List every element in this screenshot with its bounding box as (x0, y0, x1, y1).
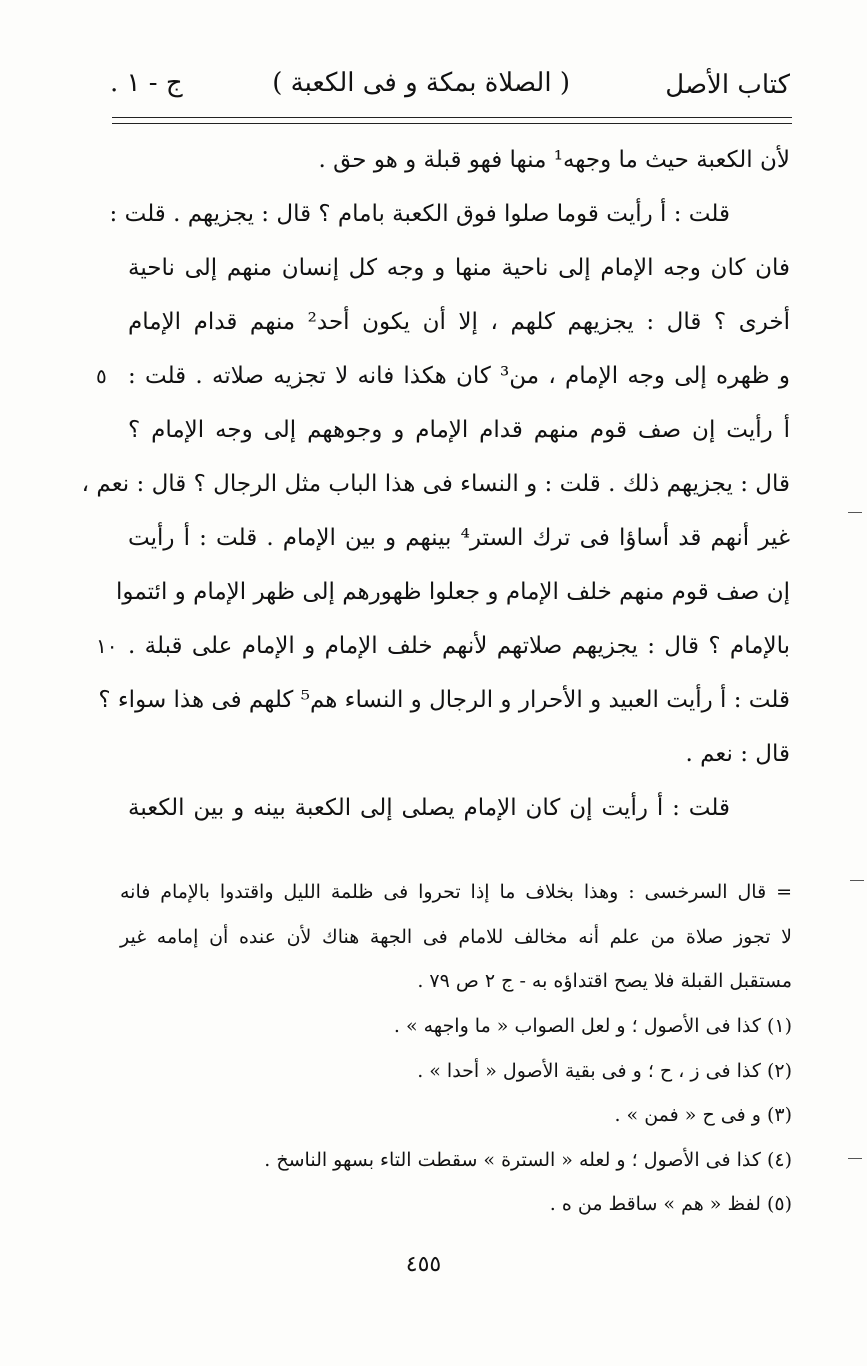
line-number: ٥ (96, 364, 107, 388)
footnote-text: لفظ « هم » ساقط من ه . (549, 1193, 761, 1216)
footnote (120, 1006, 792, 1051)
text-line-content: أ رأيت إن صف قوم منهم قدام الإمام و وجوههم إلى وجه الإمام ؟ (128, 417, 790, 443)
text-line-content: فان كان وجه الإمام إلى ناحية منها و وجه كل إنسان منهم إلى ناحية (128, 255, 790, 281)
footnote-marker: (٥) (766, 1193, 792, 1216)
text-line (81, 462, 790, 516)
text-line-content: قلت : أ رأيت العبيد و الأحرار و الرجال و النساء هم⁵ كلهم فى هذا سواء ؟ (98, 687, 790, 713)
footnote-continuation-line: لا تجوز صلاة من علم أنه مخالف للامام فى الجهة هناك لأن عنده أن إمامه غير (120, 925, 792, 948)
footnote (120, 1184, 792, 1229)
text-line (128, 408, 790, 462)
text-line-content: قلت : أ رأيت إن كان الإمام يصلى إلى الكعبة بينه و بين الكعبة (128, 795, 730, 821)
margin-mark (848, 512, 862, 513)
text-line-content: إن صف قوم منهم خلف الإمام و جعلوا ظهورهم إلى ظهر الإمام و ائتموا (116, 579, 790, 605)
page-number (0, 1252, 867, 1277)
footnote-text: و فى ح « فمن » . (614, 1104, 761, 1127)
footnote (120, 1140, 792, 1185)
header-rule-thin (112, 123, 792, 124)
text-line-content: بالإمام ؟ قال : يجزيهم صلاتهم لأنهم خلف الإمام و الإمام على قبلة . (128, 633, 790, 659)
text-line (128, 786, 790, 840)
text-line (116, 570, 790, 624)
footnote-text: كذا فى الأصول ؛ و لعله « السترة » سقطت التاء بسهو الناسخ . (264, 1148, 761, 1171)
book-title: كتاب الأصل (665, 70, 790, 100)
volume-number: ج - ١ . (110, 68, 183, 98)
text-line (96, 354, 791, 408)
footnote-marker: (٢) (766, 1059, 792, 1082)
text-line-content: غير أنهم قد أساؤا فى ترك الستر⁴ بينهم و بين الإمام . قلت : أ رأيت (128, 525, 790, 551)
margin-mark (850, 880, 864, 881)
text-line (98, 678, 790, 732)
main-text (81, 138, 791, 840)
footnote-continuation-line: = قال السرخسى : وهذا بخلاف ما إذا تحروا فى ظلمة الليل واقتدوا بالإمام فانه (120, 881, 792, 903)
header-rule (112, 117, 792, 118)
text-line (128, 138, 790, 192)
text-line (128, 300, 790, 354)
text-line-content: لأن الكعبة حيث ما وجهه¹ منها فهو قبلة و هو حق . (318, 147, 790, 173)
text-line-content: قال : نعم . (685, 741, 790, 767)
footnote-text: كذا فى الأصول ؛ و لعل الصواب « ما واجهه » . (393, 1015, 761, 1038)
footnote (120, 1051, 792, 1096)
footnote-text: كذا فى ز ، ح ؛ و فى بقية الأصول « أحدا » . (417, 1059, 761, 1082)
text-line (128, 516, 790, 570)
margin-mark (848, 1158, 862, 1159)
text-line-content: أخرى ؟ قال : يجزيهم كلهم ، إلا أن يكون أحد² منهم قدام الإمام (128, 309, 790, 335)
footnotes (120, 872, 792, 1229)
text-line (96, 624, 790, 678)
section-title: ( الصلاة بمكة و فى الكعبة ) (272, 68, 570, 98)
text-line-content: قلت : أ رأيت قوما صلوا فوق الكعبة بامام ؟ قال : يجزيهم . قلت : (109, 201, 730, 227)
text-line (128, 246, 790, 300)
footnote (120, 1095, 792, 1140)
text-line-content: و ظهره إلى وجه الإمام ، من³ كان هكذا فانه لا تجزيه صلاته . قلت : (128, 363, 791, 389)
line-number: ١٠ (96, 634, 118, 658)
text-line (109, 192, 790, 246)
page-number-label: ٤٥٥ (405, 1252, 442, 1277)
text-line-content: قال : يجزيهم ذلك . قلت : و النساء فى هذا الباب مثل الرجال ؟ قال : نعم ، (81, 471, 790, 497)
footnote-marker: (١) (766, 1015, 792, 1038)
footnote-marker: (٣) (766, 1104, 792, 1127)
footnote-marker: (٤) (766, 1148, 792, 1171)
footnote-continuation-line: مستقبل القبلة فلا يصح اقتداؤه به - ج ٢ ص ٧٩ . (417, 970, 792, 993)
running-header (110, 66, 790, 114)
text-line (128, 732, 790, 786)
